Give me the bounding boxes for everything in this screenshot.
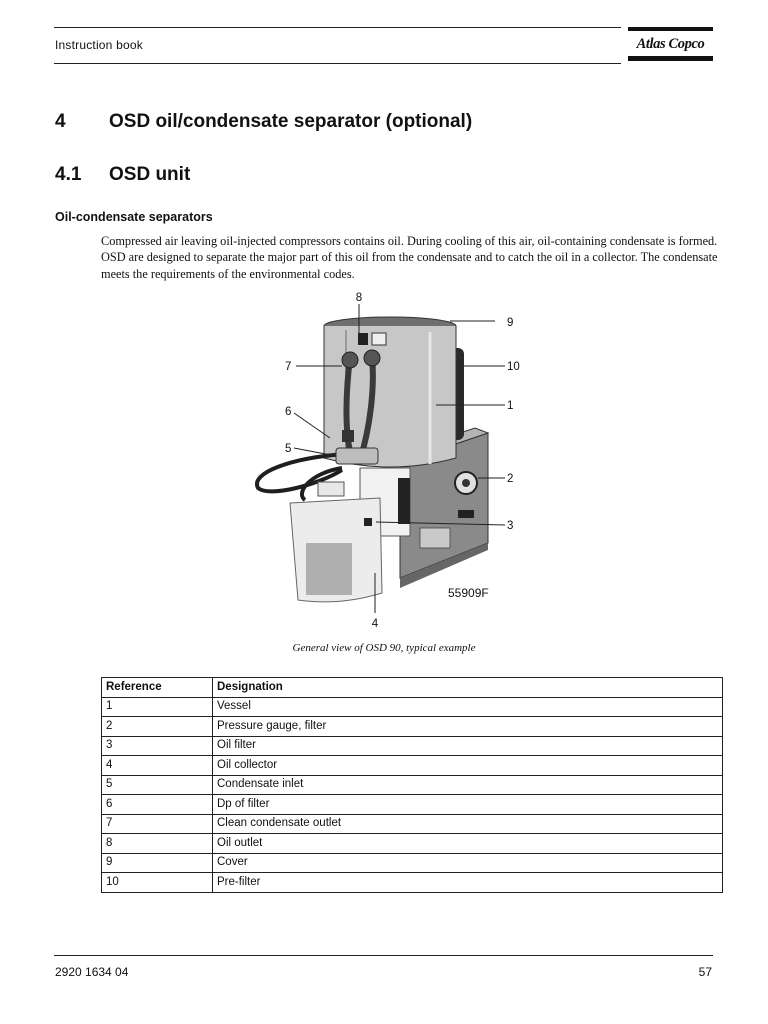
image-code: 55909F (448, 586, 489, 600)
reference-cell: 1 (102, 697, 213, 717)
designation-cell: Cover (213, 853, 723, 873)
subsection-title: OSD unit (109, 164, 191, 185)
section-heading (55, 111, 472, 133)
designation-cell: Clean condensate outlet (213, 814, 723, 834)
reference-cell: 5 (102, 775, 213, 795)
callout-1: 1 (507, 400, 514, 412)
reference-cell: 7 (102, 814, 213, 834)
callout-8: 8 (355, 292, 363, 304)
subsection-number: 4.1 (55, 164, 82, 185)
reference-cell: 3 (102, 736, 213, 756)
table-body (102, 697, 723, 892)
table-row (102, 756, 723, 776)
callout-7: 7 (285, 361, 292, 373)
table-row (102, 697, 723, 717)
designation-cell: Oil collector (213, 756, 723, 776)
callout-9: 9 (507, 317, 514, 329)
table-row (102, 775, 723, 795)
designation-cell: Pressure gauge, filter (213, 717, 723, 737)
reference-cell: 10 (102, 873, 213, 893)
column-header-reference: Reference (102, 678, 213, 698)
document-number: 2920 1634 04 (55, 965, 129, 979)
designation-cell: Vessel (213, 697, 723, 717)
designation-cell: Pre-filter (213, 873, 723, 893)
designation-cell: Oil outlet (213, 834, 723, 854)
designation-cell: Oil filter (213, 736, 723, 756)
table-row (102, 834, 723, 854)
column-header-designation: Designation (213, 678, 723, 698)
header-rule-top (54, 27, 621, 28)
footer-rule (54, 955, 713, 956)
designation-cell: Condensate inlet (213, 775, 723, 795)
page-number: 57 (698, 965, 712, 979)
reference-cell: 9 (102, 853, 213, 873)
reference-table (101, 677, 723, 893)
table-row (102, 717, 723, 737)
callout-6: 6 (285, 406, 292, 418)
table-row (102, 853, 723, 873)
table-row (102, 736, 723, 756)
reference-cell: 4 (102, 756, 213, 776)
reference-cell: 6 (102, 795, 213, 815)
subheading: Oil-condensate separators (55, 210, 213, 224)
callout-2: 2 (507, 473, 514, 485)
reference-cell: 8 (102, 834, 213, 854)
designation-cell: Dp of filter (213, 795, 723, 815)
table-row (102, 873, 723, 893)
subsection-heading (55, 164, 190, 186)
table-row (102, 795, 723, 815)
osd-unit-figure (250, 288, 530, 633)
header-rule-bottom (54, 63, 621, 64)
callout-3: 3 (507, 520, 514, 532)
callout-10: 10 (507, 361, 520, 373)
section-number: 4 (55, 111, 66, 132)
callout-4: 4 (371, 618, 379, 630)
callout-5: 5 (285, 443, 292, 455)
osd-unit-illustration (250, 288, 530, 633)
body-paragraph: Compressed air leaving oil-injected compressors contains oil. During cooling of this air, oil-containing condensate is formed. OSD are designed to separate the major part of this oil from the condensate and to catch the oil in a collector. The condensate meets the requirements of the environmental codes. (101, 234, 718, 281)
table-header-row (102, 678, 723, 698)
logo-text: Atlas Copco (636, 36, 705, 52)
atlas-copco-logo (628, 27, 713, 63)
section-title: OSD oil/condensate separator (optional) (109, 111, 473, 132)
table-row (102, 814, 723, 834)
header-title: Instruction book (55, 38, 143, 52)
figure-caption: General view of OSD 90, typical example (292, 642, 476, 654)
reference-cell: 2 (102, 717, 213, 737)
